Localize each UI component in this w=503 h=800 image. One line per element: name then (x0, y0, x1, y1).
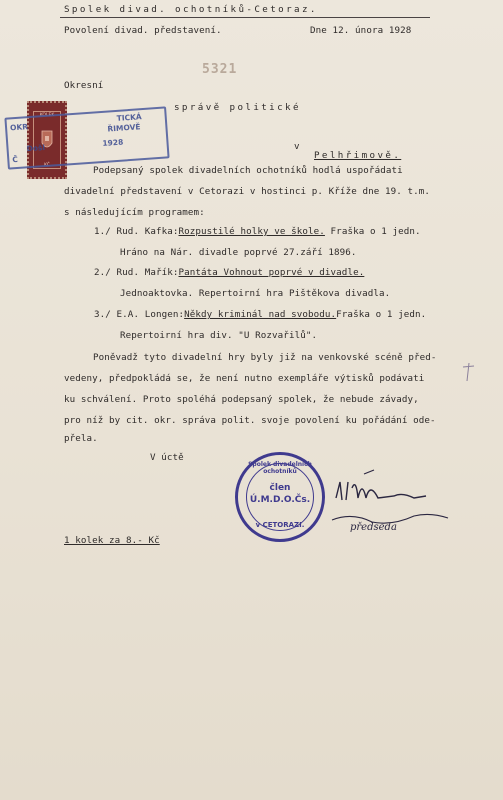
program-num: 3./ (94, 309, 111, 320)
receipt-stamp-text: TICKÁ (116, 112, 142, 123)
signature-role: předseda (350, 522, 397, 533)
program-rest: Fraška o 1 jedn. (336, 309, 427, 320)
closing: V úctě (150, 452, 184, 463)
intro-line-1: Podepsaný spolek divadelních ochotníků hodlá uspořádati (93, 165, 403, 176)
receipt-stamp-text: Došl (26, 142, 46, 154)
intro-line-3: s následujícím programem: (64, 207, 205, 218)
subject-line: Povolení divad. představení. (64, 25, 222, 36)
receipt-stamp-text: Č (12, 154, 19, 165)
seal-union-text: Ú.M.D.O.Čs. (249, 495, 311, 505)
society-heading: Spolek divad. ochotníků-Cetoraz. (64, 4, 318, 15)
program-rest: Fraška o 1 jedn. (324, 226, 421, 237)
program-author: Rud. Mařík: (116, 267, 179, 278)
program-author: E.A. Longen: (116, 309, 185, 320)
program-num: 2./ (94, 267, 111, 278)
receipt-stamp-text: 1928 (102, 137, 124, 148)
receipt-stamp-text: OKR (9, 122, 29, 133)
program-author: Rud. Kafka: (116, 226, 179, 237)
program-item-3-detail: Repertoirní hra div. "U Rozvařilů". (120, 330, 318, 341)
program-title: Rozpustilé holky ve škole. (178, 226, 325, 237)
program-title: Někdy kriminál nad svobodu. (184, 309, 337, 320)
seal-bottom-text: v CETORAZI. (255, 521, 305, 529)
revenue-stamp-top: KOLEK (39, 113, 55, 118)
address-line-1: Okresní (64, 80, 104, 91)
program-item-1-detail: Hráno na Nár. divadle poprvé 27.září 1896. (120, 247, 357, 258)
program-num: 1./ (94, 226, 111, 237)
body-line-5: přela. (64, 433, 98, 444)
intro-line-2: divadelní představení v Cetorazi v hostinci p. Kříže dne 19. t.m. (64, 186, 431, 197)
handwritten-signature (322, 468, 472, 538)
address-prefix: v (294, 141, 300, 152)
program-title: Pantáta Vohnout poprvé v divadle. (178, 267, 365, 278)
heading-rule (60, 17, 430, 18)
receipt-stamp-text: ŘIMOVĚ (107, 122, 141, 134)
body-line-4: pro níž by cit. okr. správa polit. svoje povolení ku pořádání ode- (64, 415, 436, 426)
society-seal (235, 452, 325, 542)
pencil-mark-icon (461, 361, 477, 383)
address-line-2: správě politické (174, 102, 301, 113)
program-item-3 (94, 309, 426, 320)
body-line-3: ku schválení. Proto spoléhá podepsaný spolek, že nebude závady, (64, 394, 419, 405)
address-city: Pelhřimově. (314, 150, 402, 161)
registry-number: 5321 (202, 62, 238, 77)
seal-top-text: Spolek divadelních ochotníků (248, 461, 312, 475)
revenue-stamp-bottom: KČ (44, 163, 50, 168)
body-line-1: Poněvadž tyto divadelní hry byly již na venkovské scéně před- (93, 352, 437, 363)
body-line-2: vedeny, předpokládá se, že není nutno exempláře výtisků podávati (64, 373, 425, 384)
receipt-stamp (4, 106, 169, 169)
seal-member-text: člen (269, 483, 291, 493)
program-item-2-detail: Jednoaktovka. Repertoirní hra Pištěkova divadla. (120, 288, 391, 299)
date-line: Dne 12. února 1928 (310, 25, 412, 36)
fee-note: 1 kolek za 8.- Kč (64, 535, 160, 546)
program-item-2 (94, 267, 364, 278)
program-item-1 (94, 226, 421, 237)
